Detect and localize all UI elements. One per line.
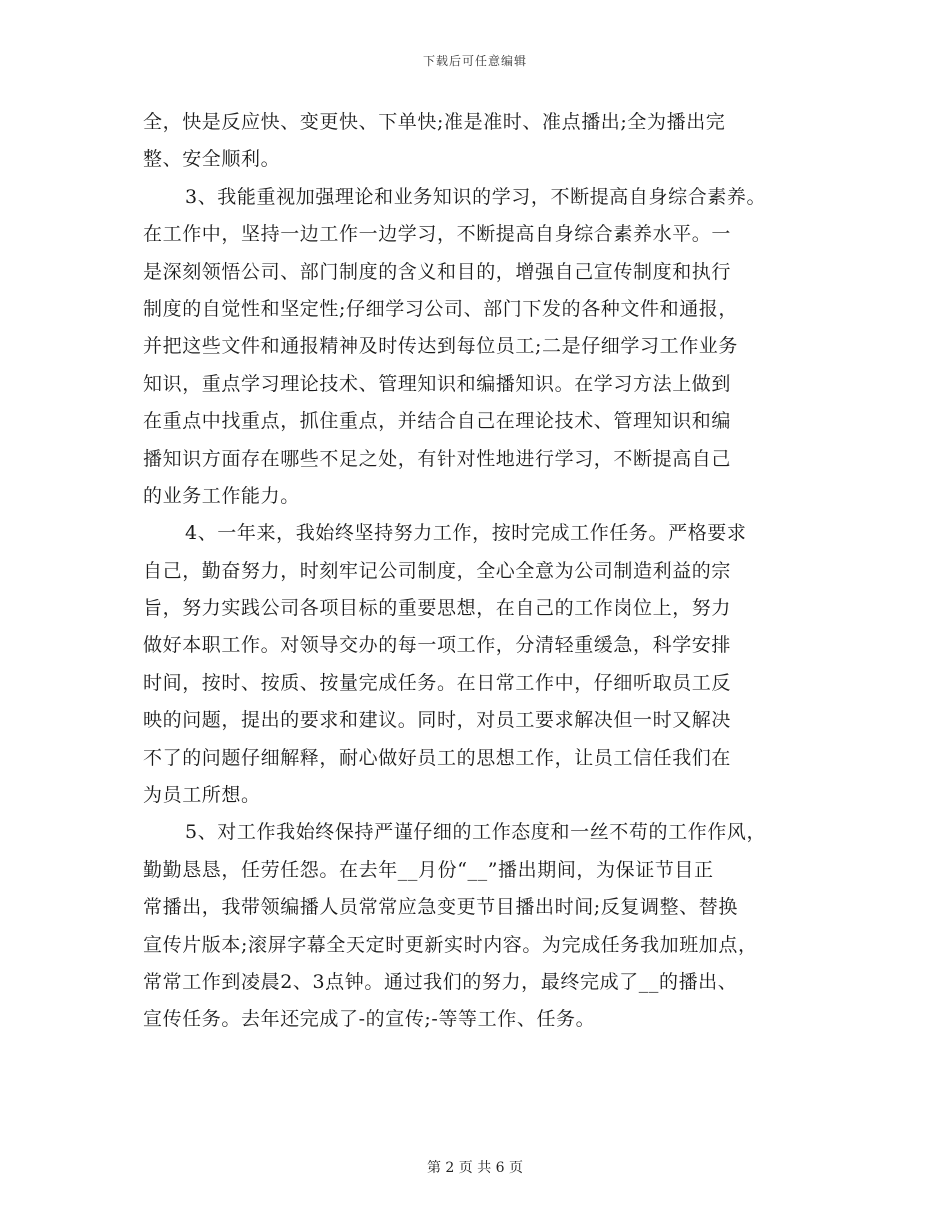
text-line: 勤勤恳恳，任劳任怨。在去年__月份“__”播出期间，为保证节目正 [143,858,714,881]
document-body [143,104,823,1039]
text-line: 自己，勤奋努力，时刻牢记公司制度，全心全意为公司制造利益的宗 [143,559,732,582]
paragraph-first-line: 4、一年来，我始终坚持努力工作，按时完成工作任务。严格要求 [185,522,747,545]
page-footer: 第 2 页 共 6 页 [426,1160,524,1176]
paragraph-first-line: 5、对工作我始终保持严谨仔细的工作态度和一丝不苟的工作作风， [185,821,767,844]
text-line: 映的问题，提出的要求和建议。同时，对员工要求解决但一时又解决 [143,709,732,732]
text-line: 全，快是反应快、变更快、下单快;准是准时、准点播出;全为播出完 [143,111,726,133]
text-line: 在工作中，坚持一边工作一边学习，不断提高自身综合素养水平。一 [143,223,732,246]
text-line: 做好本职工作。对领导交办的每一项工作，分清轻重缓急，科学安排 [143,634,732,657]
text-line: 时间，按时、按质、按量完成任务。在日常工作中，仔细听取员工反 [143,671,732,694]
text-line: 在重点中找重点，抓住重点，并结合自己在理论技术、管理知识和编 [143,410,732,433]
text-line: 宣传任务。去年还完成了-的宣传;-等等工作、任务。 [143,1008,596,1031]
text-line: 是深刻领悟公司、部门制度的含义和目的，增强自己宣传制度和执行 [143,260,732,283]
text-line: 常播出，我带领编播人员常常应急变更节目播出时间;反复调整、替换 [143,896,739,919]
text-line: 旨，努力实践公司各项目标的重要思想，在自己的工作岗位上，努力 [143,597,732,620]
text-line: 制度的自觉性和坚定性;仔细学习公司、部门下发的各种文件和通报， [143,297,739,320]
paragraph-first-line: 3、我能重视加强理论和业务知识的学习，不断提高自身综合素养。 [185,185,767,208]
text-line: 整、安全顺利。 [143,148,281,171]
text-line: 宣传片版本;滚屏字幕全天定时更新实时内容。为完成任务我加班加点， [143,933,758,956]
text-line: 并把这些文件和通报精神及时传达到每位员工;二是仔细学习工作业务 [143,335,739,358]
text-line: 常常工作到凌晨2、3点钟。通过我们的努力，最终完成了__的播出、 [143,970,738,993]
page-header: 下载后可任意编辑 [422,54,527,68]
text-line: 为员工所想。 [143,784,261,807]
text-line: 不了的问题仔细解释，耐心做好员工的思想工作，让员工信任我们在 [143,746,732,769]
text-line: 知识，重点学习理论技术、管理知识和编播知识。在学习方法上做到 [143,372,732,395]
text-line: 播知识方面存在哪些不足之处，有针对性地进行学习，不断提高自己 [143,447,732,470]
text-line: 的业务工作能力。 [143,484,300,507]
